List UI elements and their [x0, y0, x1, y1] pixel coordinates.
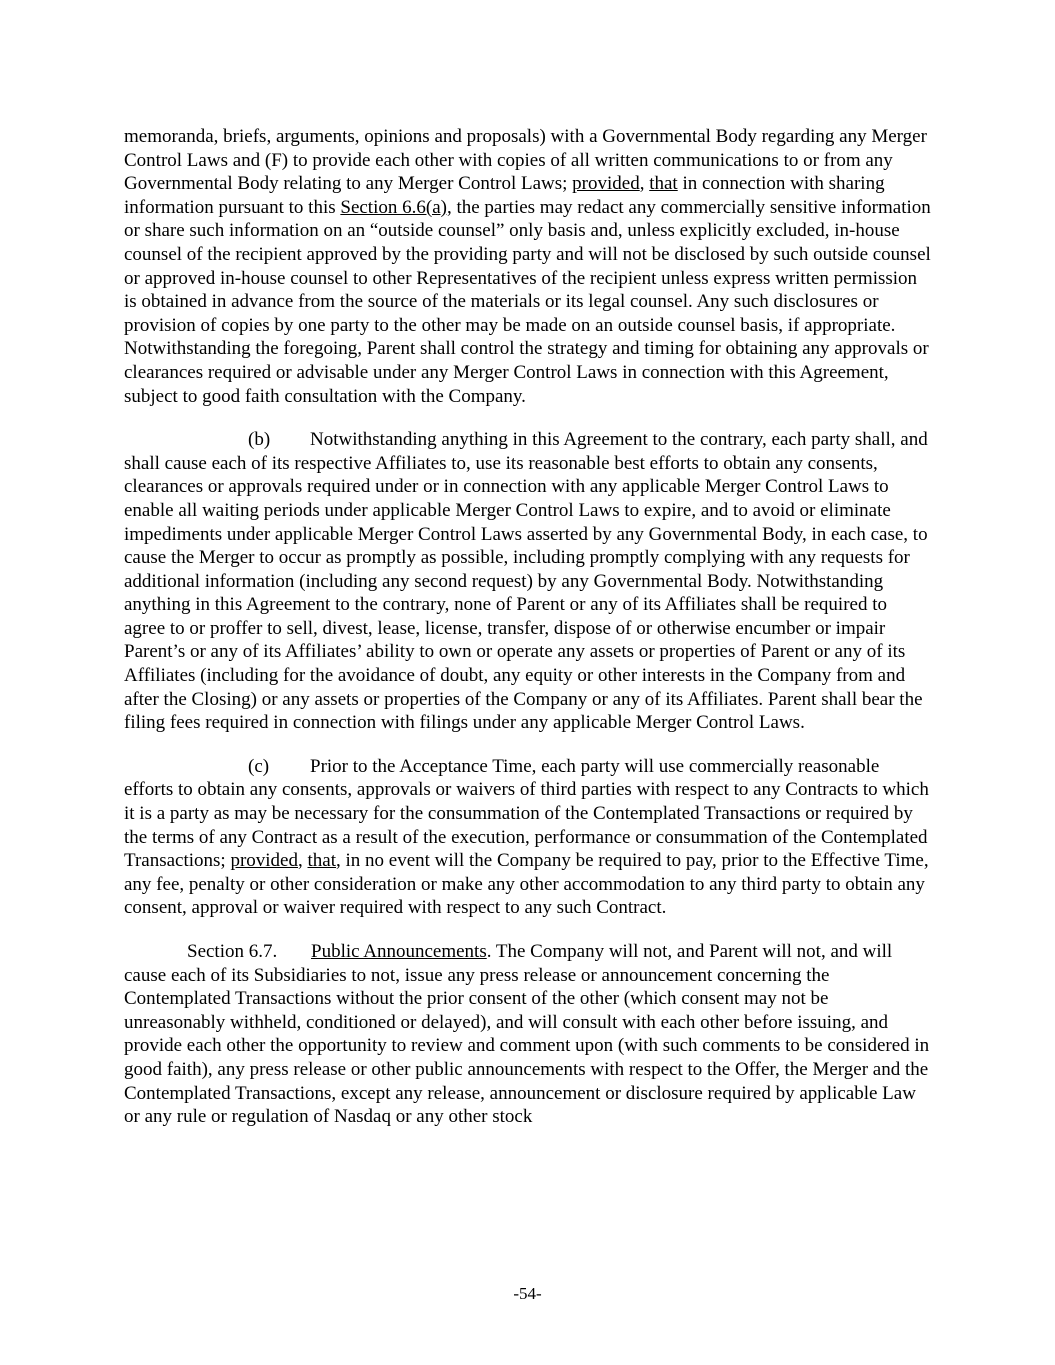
paragraph-text: , the parties may redact any commercially sensitive information or share such information on an “outside counsel” only basis and, unless explicitly excluded, in-house counsel of the recipient approved by the providing party and will not be disclosed by such outside counsel or approved in-house counsel to other Representatives of the recipient unless express written permission is obtained in advance from the source of the materials or its legal counsel. Any such disclosures or provision of copies by one party to the other may be made on an outside counsel basis, if appropriate. Notwithstanding the foregoing, Parent shall control the strategy and timing for obtaining any approvals or clearances required or advisable under any Merger Control Laws in connection with this Agreement, subject to good faith consultation with the Company. [124, 196, 931, 407]
subsection-text: Prior to the Acceptance Time, each party will use commercially reasonable efforts to obtain any consents, approvals or waivers of third parties with respect to any Contracts to which it is a party as may be necessary for the consummation of the Contemplated Transactions or required by the terms of any Contract as a result of the execution, performance or consummation of the Contemplated Transactions; [124, 755, 929, 872]
section-reference: Section 6.6(a) [340, 196, 447, 218]
paragraph-text: memoranda, briefs, arguments, opinions and proposals) with a Governmental Body regarding any Merger Control Laws and (F) to provide each other with copies of all written communications to or from any Governmental Body relating to any Merger Control Laws; [124, 126, 927, 195]
section-6-7 [124, 940, 932, 1129]
section-text: . The Company will not, and Parent will not, and will cause each of its Subsidiaries to not, issue any press release or announcement concerning the Contemplated Transactions without the prior consent of the other (which consent may not be unreasonably withheld, conditioned or delayed), and will consult with each other before issuing, and provide each other the opportunity to review and comment upon (with such comments to be considered in good faith), any press release or other public announcements with respect to the Offer, the Merger and the Contemplated Transactions, except any release, announcement or disclosure required by applicable Law or any rule or regulation of Nasdaq or any other stock [124, 941, 930, 1128]
section-number: Section 6.7. [187, 941, 278, 962]
paragraph-text: in connection with sharing information pursuant to this [124, 173, 885, 218]
page-number: -54- [513, 1284, 542, 1303]
subsection-marker: (b) [248, 429, 271, 451]
subsection-text: , in no event will the Company be required to pay, prior to the Effective Time, any fee, penalty or other consideration or make any other accommodation to any third party to obtain any consent, approval or waiver required with respect to any such Contract. [124, 850, 929, 919]
provided-term: provided [572, 173, 640, 195]
section-heading: Public Announcements [311, 941, 487, 962]
provided-term: provided [230, 850, 298, 872]
subsection-marker: (c) [248, 755, 270, 777]
subsection-b [124, 428, 932, 735]
subsection-text: Notwithstanding anything in this Agreement to the contrary, each party shall, and shall cause each of its respective Affiliates to, use its reasonable best efforts to obtain any consents, clearances or approvals required under or in connection with any applicable Merger Control Laws to enable all waiting periods under applicable Merger Control Laws to expire, and to avoid or eliminate impediments under applicable Merger Control Laws asserted by any Governmental Body, in each case, to cause the Merger to occur as promptly as possible, including promptly complying with any requests for additional information (including any second request) by any Governmental Body. Notwithstanding anything in this Agreement to the contrary, none of Parent or any of its Affiliates shall be required to agree to or proffer to sell, divest, lease, license, transfer, dispose of or otherwise encumber or impair Parent’s or any of its Affiliates’ ability to own or operate any assets or properties of Parent or any of its Affiliates (including for the avoidance of doubt, any equity or other interests in the Company from and after the Closing) or any assets or properties of the Company or any of its Affiliates. Parent shall bear the filing fees required in connection with filings under any applicable Merger Control Laws. [124, 429, 928, 734]
separator: , [639, 173, 650, 195]
that-term: that [307, 850, 336, 872]
subsection-c [124, 755, 932, 920]
separator: , [298, 850, 308, 872]
document-body [124, 125, 932, 1149]
paragraph-continuation [124, 125, 932, 408]
that-term: that [649, 173, 678, 195]
